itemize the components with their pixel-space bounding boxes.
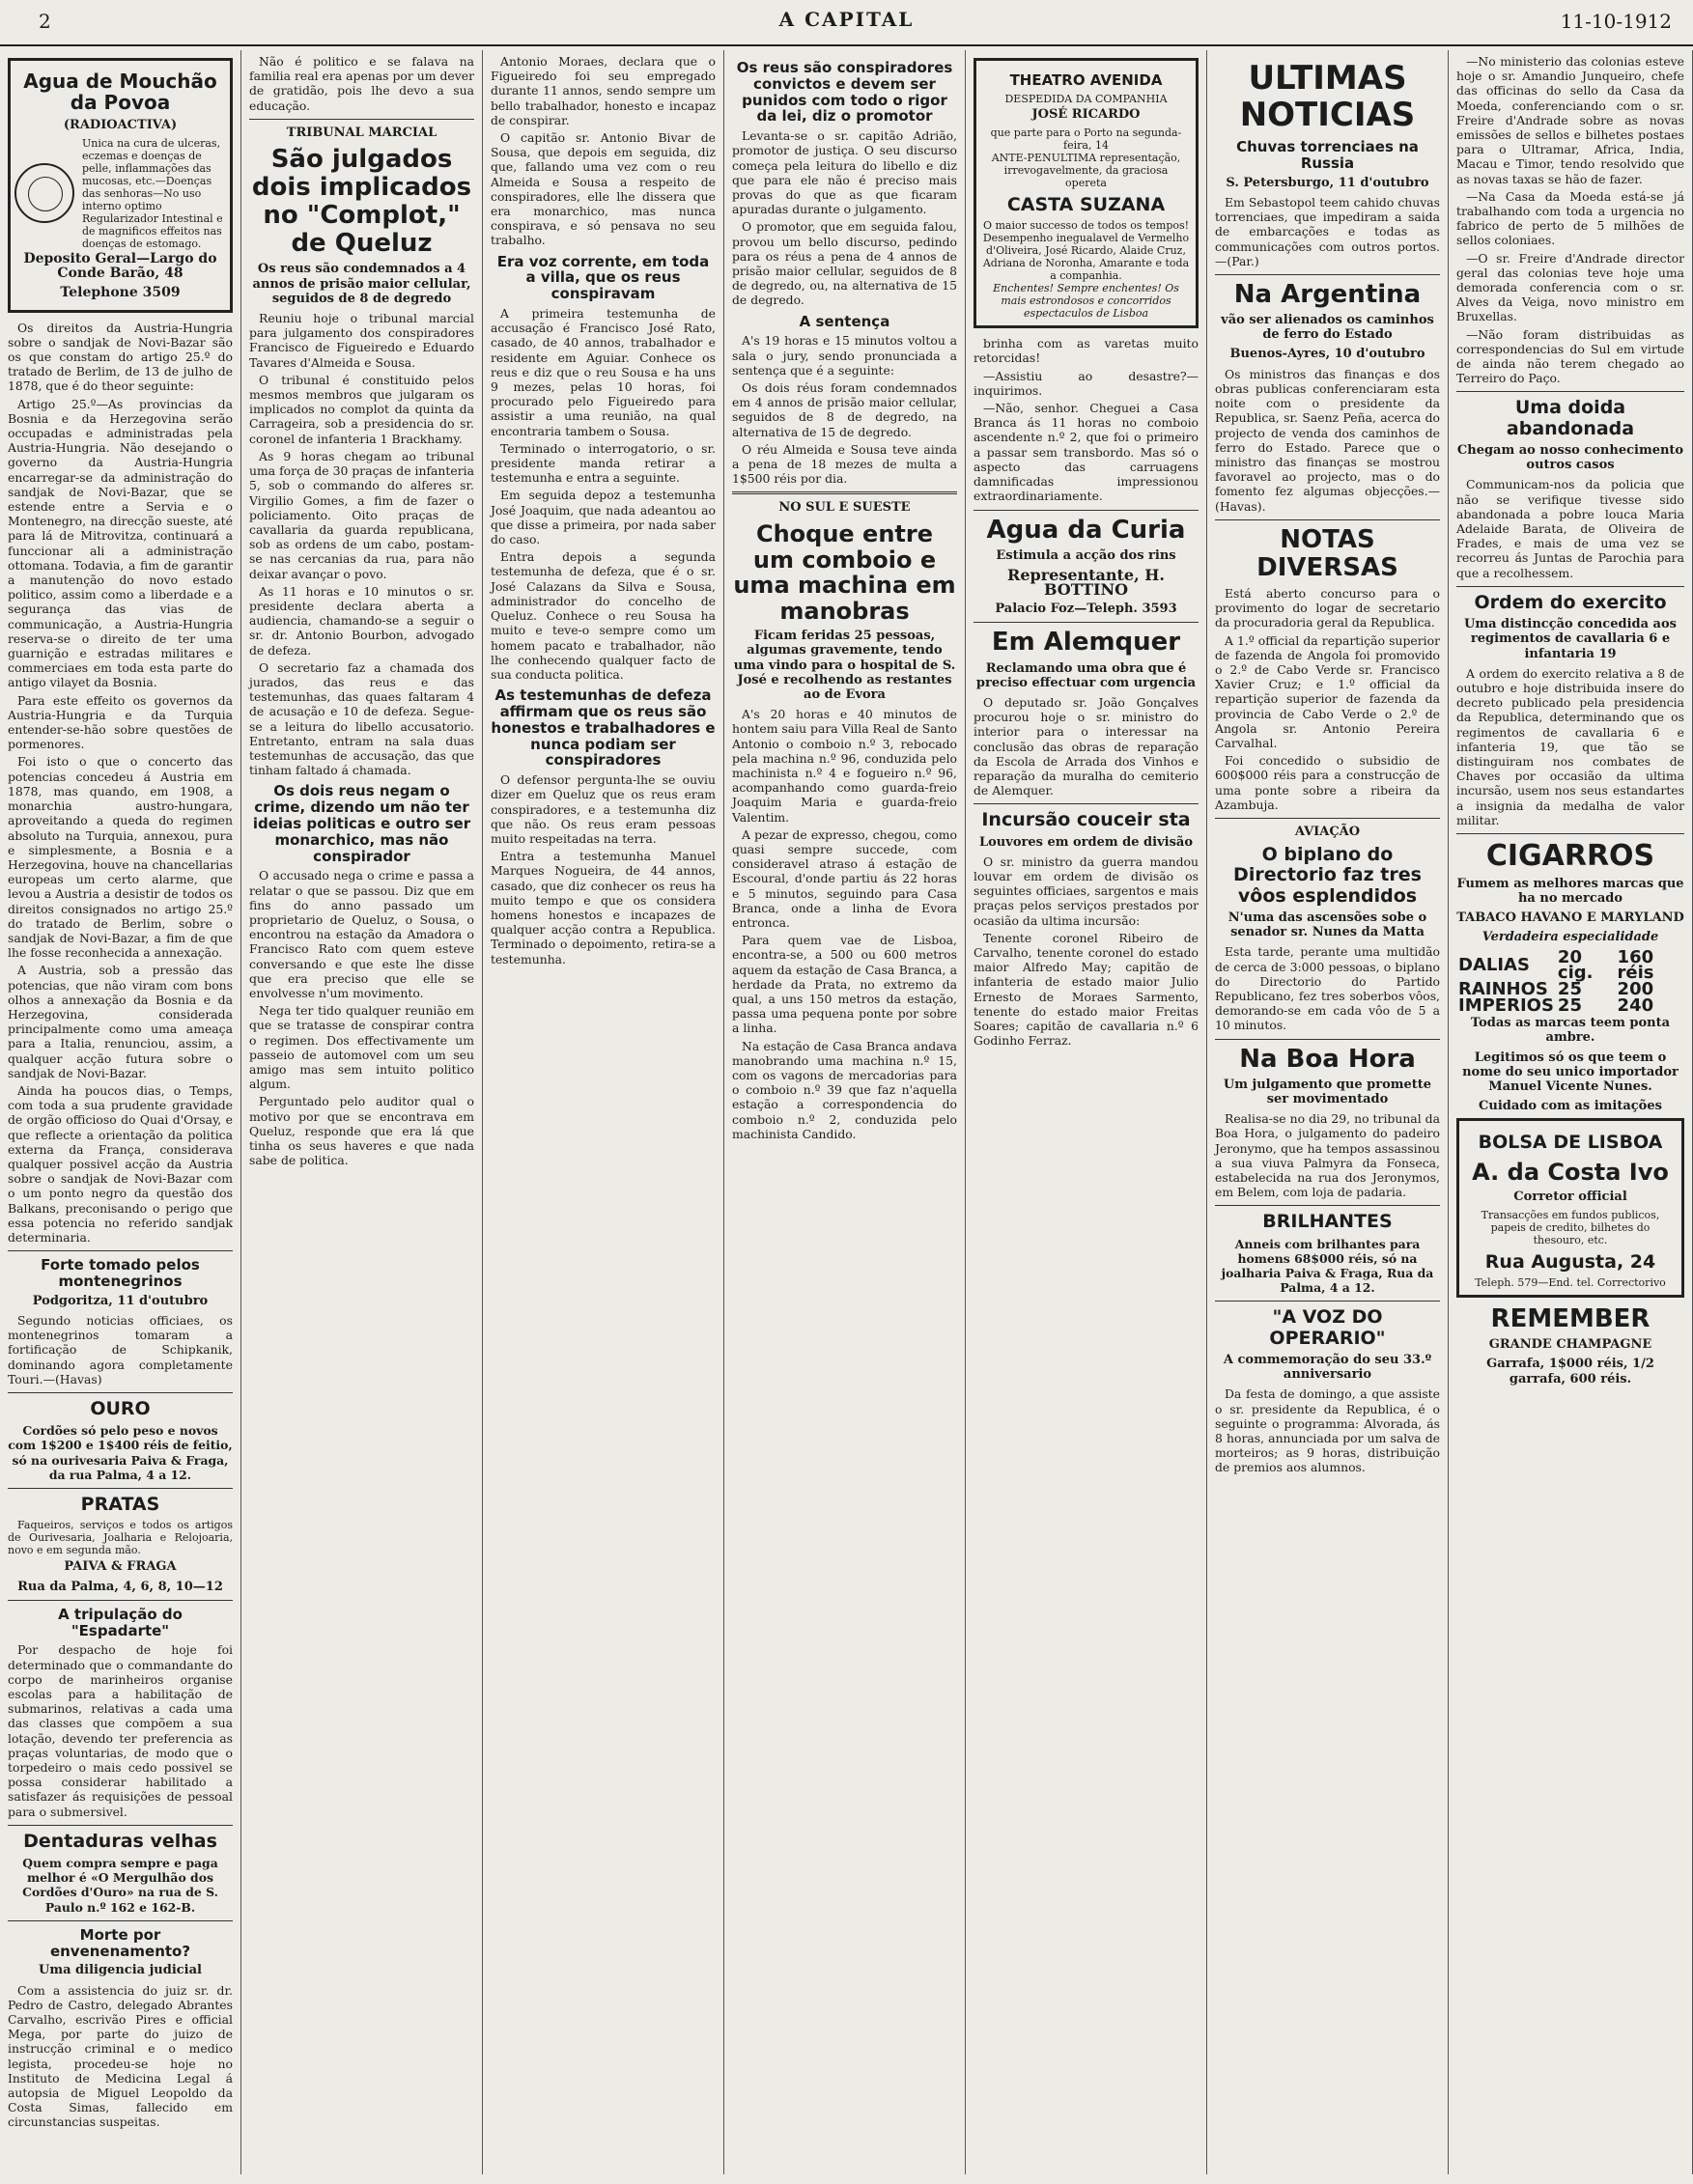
notas-headline: NOTAS DIVERSAS — [1256, 524, 1398, 582]
chuvas-text: Em Sebastopol teem cahido chuvas torrenciaes, que impediram a saida de embarcações e todas as communicações com outros portos.—(Par.) — [1215, 194, 1440, 268]
austria-paragraph-6: Ainda ha poucos dias, o Temps, com toda a sua prudente gravidade de orgão officioso do Quai d'Orsay, e que reflecte a orientação da politica externa da França, considerava qualquer possivel acção da Austria sobre o sandjak de Novi-Bazar com o um ponto negro da questão dos Balkans, preconisando o perigo que essa potencia no referido sandjak determinaria. — [8, 1082, 233, 1245]
brilhantes-text: Anneis com brilhantes para homens 68$000 réis, só na joalharia Paiva & Fraga, Rua da Palma, 4 a 12. — [1221, 1236, 1434, 1296]
bolsa-address: Rua Augusta, 24 — [1484, 1250, 1656, 1273]
pratas-address: Rua da Palma, 4, 6, 8, 10—12 — [17, 1579, 223, 1594]
incursao-headline: Incursão couceir sta — [981, 809, 1191, 831]
col4-paragraph-4: Os dois réus foram condemnados em 4 annos de prisão maior cellular, seguidos de 8 de degredo, na alternativa de 15 de degredo. — [732, 380, 957, 439]
theatre-ad — [973, 58, 1199, 328]
tripulacao-headline: A tripulação do "Espadarte" — [58, 1605, 183, 1639]
col3-paragraph-4: Em seguida depoz a testemunha José Joaquim, que nada adeantou ao que disse a primeira, por nada saber do caso. — [491, 488, 716, 547]
col5-paragraph-1: brinha com as varetas muito retorcidas! — [973, 336, 1199, 366]
col7-paragraph-1: —No ministerio das colonias esteve hoje o sr. Amandio Junqueiro, chefe das officinas do sello da Casa da Moeda, conferenciando com o sr. Freire d'Andrade sobre as novas emissões de sellos e bilhetes postaes para o Ultramar, Africa, India, Macau e Timor, tendo resolvido que as novas taxas se hão de fazer. — [1456, 54, 1684, 186]
boa-hora-subhead: Um julgamento que promette ser movimentado — [1223, 1077, 1432, 1106]
voz-operario-text: Da festa de domingo, a que assiste o sr. presidente da Republica, é o seguinte o programma: Alvorada, ás 8 horas, annunciada por um salva de morteiros; as 9 horas, distribuição de premios aos alumnos. — [1215, 1386, 1440, 1475]
voz-corrente-headline: Era voz corrente, em toda a villa, que os reus conspiravam — [496, 252, 710, 303]
biplano-text: Esta tarde, perante uma multidão de cerca de 3:000 pessoas, o biplano do Directorio do Partido Republicano, fez tres soberbos vôos, demorando-se em cada vôo de 5 a 10 minutos. — [1215, 944, 1440, 1033]
chuvas-headline: Chuvas torrenciaes na Russia — [1236, 138, 1419, 172]
alemquer-headline: Em Alemquer — [991, 628, 1181, 658]
col5-paragraph-4: O deputado sr. João Gonçalves procurou hoje o sr. ministro do interior para o interessar na conclusão das obras de reparação da Escola de Arrada dos Vinhos e reparação da muralha do cemiterio de Alemquer. — [973, 694, 1199, 798]
column-3 — [483, 50, 724, 2174]
divider — [1456, 586, 1684, 587]
queluz-paragraph-8: Perguntado pelo auditor qual o motivo por que se encontrava em Queluz, responde que era lá que tinha os seus haveres e que nada sabe de politica. — [249, 1094, 474, 1168]
col5-paragraph-6: Tenente coronel Ribeiro de Carvalho, tenente coronel do estado maior Alfredo May; capitão de infanteria de estado maior Julio Ernesto de Moraes Sarmento, tenente do estado maior Freitas Soares; capitão de cavallaria n.º 6 Godinho Ferraz. — [973, 930, 1199, 1049]
cig-price: 240 — [1617, 994, 1654, 1016]
cigarros-headline: CIGARROS — [1485, 838, 1655, 873]
theatre-show-title: CASTA SUZANA — [1006, 194, 1166, 215]
bolsa-text: Transacções em fundos publicos, papeis de credito, bilhetes do thesouro, etc. — [1481, 1208, 1660, 1246]
mouchao-ad — [8, 58, 233, 313]
ultimas-noticias-headline: ULTIMAS NOTICIAS — [1239, 59, 1416, 135]
alemquer-subhead: Reclamando uma obra que é preciso effectuar com urgencia — [975, 660, 1197, 690]
pratas-text: Faqueiros, serviços e todos os artigos de Ourivesaria, Joalharia e Relojoaria, novo e em segunda mão. — [8, 1519, 233, 1557]
cigarros-note: Verdadeira especialidade — [1481, 930, 1659, 945]
curia-address: Palacio Foz—Teleph. 3593 — [995, 602, 1177, 617]
cigarros-warning: Cuidado com as imitações — [1479, 1099, 1662, 1114]
col5-paragraph-2: —Assistiu ao desastre?—inquirimos. — [973, 368, 1199, 398]
voz-operario-headline: "A VOZ DO OPERARIO" — [1269, 1306, 1386, 1349]
queluz-paragraph-5: O secretario faz a chamada dos jurados, das reus e das testemunhas, das quaes faltaram 4 de acusação e 10 de defeza. Segue-se a leitura do libello accusatorio. Entretanto, entram na sala duas testemunhas de accusação, das que tinham faltado á chamada. — [249, 659, 474, 778]
austria-paragraph-2: Artigo 25.º—As provincias da Bosnia e da Herzegovina serão occupadas e administradas pela Austria-Hungria. Não desejando o governo da Austria-Hungria encarregar-se da administração do sandjak de Novi-Bazar, que se estende entre a Servia e o Montenegro, na direcção sueste, até para lá de Mitrovitza, continuará a funccionar ali a administração ottomana. Todavia, a fim de garantir a manutenção do novo estado politico, assim como a liberdade e a segurança das vias de communicação, a Austria-Hungria reserva-se o direito de ter uma guarnição e estradas militares e commerciaes em toda esta parte do antigo vilayet da Bosnia. — [8, 396, 233, 690]
col3-paragraph-0: Antonio Moraes, declara que o Figueiredo foi seu empregado durante 11 annos, sendo sempre um bello trabalhador, honesto e incapaz de conspirar. — [491, 54, 716, 127]
divider — [8, 1392, 233, 1393]
choque-headline: Choque entre um comboio e uma machina em manobras — [733, 519, 956, 626]
cigarros-after: Todas as marcas teem ponta ambre. — [1470, 1016, 1671, 1046]
newspaper-title: A CAPITAL — [778, 8, 915, 31]
dentaduras-text: Quem compra sempre e paga melhor é «O Mergulhão dos Cordões d'Ouro» na rua de S. Paulo n.º 162 e 162-B. — [22, 1856, 218, 1915]
col4-paragraph-1: Levanta-se o sr. capitão Adrião, promotor de justiça. O seu discurso começa pela leitura do libello e diz que para ele não é preciso mais provas do que as que ficaram apuradas durante o julgamento. — [732, 128, 957, 217]
doida-subhead: Chegam ao nosso conhecimento outros casos — [1456, 443, 1684, 473]
theatre-line-4: ANTE-PENULTIMA representação, irrevogavelmente, da graciosa opereta — [991, 152, 1181, 189]
tribunal-kicker: TRIBUNAL MARCIAL — [286, 125, 437, 140]
ordem-headline: Ordem do exercito — [1474, 591, 1667, 613]
cigarros-price-table — [1456, 949, 1684, 1014]
austria-paragraph-4: Foi isto o que o concerto das potencias concedeu á Austria em 1878, mas quando, em 1908, a monarchia austro-hungara, aproveitando a queda do regimen absoluto na Turquia, annexou, pura e simplesmente, a Bosnia e a Herzegovina, houve na chancellarias europeas um certo alarme, que levou a Austria a desistir de todos os direitos consignados no artigo 25.º do tratado de Berlim, sobre o sandjak de Novi-Bazar, a fim de que lhe fosse reconhecida a annexação. — [8, 754, 233, 961]
column-7 — [1449, 50, 1693, 2174]
col7-paragraph-3: —O sr. Freire d'Andrade director geral das colonias teve hoje uma demorada conferencia com o sr. Alves da Veiga, novo ministro em Bruxellas. — [1456, 250, 1684, 324]
theatre-name: THEATRO AVENIDA — [1009, 71, 1163, 89]
pratas-firm: PAIVA & FRAGA — [64, 1559, 177, 1575]
cig-brand-name: RAINHOS — [1458, 978, 1548, 999]
theatre-line-3: que parte para o Porto na segunda-feira, 14 — [990, 126, 1182, 152]
col5-paragraph-5: O sr. ministro da guerra mandou louvar em ordem de divisão os seguintes officiaes, sargentos e mais praças pelos serviços prestados por ocasião da ultima incursão: — [973, 854, 1199, 928]
morte-text: Com a assistencia do juiz sr. dr. Pedro de Castro, delegado Abrantes Carvalho, escrivão Pires e official Mega, por parte do juizo de instrucção criminal e o medico legista, procedeu-se hoje no Instituto de Medicina Legal á autopsia de Miguel Leopoldo da Costa Simas, fallecido em circunstancias suspeitas. — [8, 1982, 233, 2130]
mouchao-ad-text: Unica na cura de ulceras, eczemas e doenças de pelle, inflammações das mucosas, etc.—Doenças das senhoras—No uso interno optimo Regularizador Intestinal e de magnificos effeitos nas doenças de estomago. — [82, 136, 223, 250]
incursao-subhead: Louvores em ordem de divisão — [979, 834, 1193, 850]
col5-paragraph-3: —Não, senhor. Cheguei a Casa Branca ás 11 horas no comboio ascendente n.º 2, que foi o primeiro a passar sem transbordo. Mas só o aspecto das carruagens damnificadas impressionou extraordinariamente. — [973, 401, 1199, 504]
austria-paragraph-1: Os direitos da Austria-Hungria sobre o sandjak de Novi-Bazar são os que constam do artigo 25.º do tratado de Berlim, de 13 de julho de 1878, que é do theor seguinte: — [8, 320, 233, 394]
voz-operario-subhead: A commemoração do seu 33.º anniversario — [1223, 1352, 1432, 1383]
table-row — [1456, 949, 1684, 980]
doida-text: Communicam-nos da policia que não se verifique tivesse sido abandonada a pobre louca Maria Adelaide Barata, de Oliveira de Frades, e mais de uma vez se recorreu ás Juntas de Parochia para que a recolhessem. — [1456, 477, 1684, 580]
curia-subhead: Estimula a acção dos rins — [996, 547, 1176, 563]
queluz-paragraph-2: O tribunal é constituido pelos mesmos membros que julgaram os implicados no complot da quinta da Carrageira, sob a presidencia do sr. coronel de infanteria 1 Brackhamy. — [249, 372, 474, 446]
aviacao-kicker: AVIAÇÃO — [1294, 824, 1361, 839]
divider — [1215, 1039, 1440, 1040]
queluz-headline: São julgados dois implicados no "Complot," de Queluz — [251, 145, 472, 259]
col3-paragraph-5: Entra depois a segunda testemunha de defeza, que é o sr. José Calazans da Silva e Sousa, administrador do concelho de Queluz. Conhece o reu Sousa ha muito e teve-o sempre como um homem pacato e trabalhador, não lhe conhecendo qualquer facto de sua conducta politica. — [491, 549, 716, 682]
forte-text: Segundo noticias officiaes, os montenegrinos tomaram a fortificação de Schipkanik, dominando agora completamente Touri.—(Havas) — [8, 1312, 233, 1386]
col2-lead: Não é politico e se falava na familia real era apenas por um dever de gratidão, pois lhe devo a sua educação. — [249, 54, 474, 113]
promotor-headline: Os reus são conspiradores convictos e devem ser punidos com todo o rigor da lei, diz o promotor — [736, 59, 953, 126]
notas-text-2: A 1.º official da repartição superior de fazenda de Angola foi promovido o 2.º de Cabo Verde sr. Francisco Xavier Cruz; e 1.º official da repartição superior de fazenda da provincia de Cabo Verde o 2.º de Angola sr. Antonio Pereira Carvalhal. — [1215, 632, 1440, 750]
column-4 — [724, 50, 966, 2174]
cigarros-legit: Legitimos só os que teem o nome do seu unico importador Manuel Vicente Nunes. — [1462, 1050, 1679, 1094]
col4-paragraph-7: A pezar de expresso, chegou, como quasi sempre succede, com consideravel atraso á estação de Escoural, d'onde partiu ás 22 horas e 5 minutos, seguindo para Casa Branca, onde a linha de Evora entronca. — [732, 826, 957, 931]
choque-subhead: Ficam feridas 25 pessoas, algumas gravemente, tendo uma vindo para o hospital de S. José e recolhendo as restantes ao de Evora — [733, 629, 956, 702]
divider — [973, 622, 1199, 623]
curia-representative: Representante, H. BOTTINO — [1007, 565, 1165, 600]
col3-paragraph-3: Terminado o interrogatorio, o sr. presidente manda retirar a testemunha e entra a seguinte. — [491, 440, 716, 486]
bolsa-name: A. da Costa Ivo — [1472, 1158, 1669, 1186]
col4-paragraph-3: A's 19 horas e 15 minutos voltou a sala o jury, sendo pronunciada a sentença que é a seguinte: — [732, 333, 957, 378]
theatre-line-1: DESPEDIDA DA COMPANHIA — [1004, 92, 1168, 105]
mouchao-ad-phone: Telephone 3509 — [60, 285, 181, 301]
sentenca-headline: A sentença — [799, 312, 890, 330]
remember-headline: REMEMBER — [1490, 1303, 1651, 1333]
cig-price: 200 — [1617, 978, 1654, 999]
doida-headline: Uma doida abandonada — [1506, 397, 1635, 439]
divider — [1215, 274, 1440, 275]
theatre-line-5: O maior successo de todos os tempos! Desempenho inegualavel de Vermelho d'Oliveira, José Ricardo, Alaide Cruz, Adriana de Noronha, Amarante e toda a companhia. — [982, 219, 1190, 283]
argentina-dateline: Buenos-Ayres, 10 d'outubro — [1229, 347, 1425, 362]
cig-count: 20 cig. — [1557, 947, 1594, 983]
col7-paragraph-4: —Não foram distribuidas as correspondencias do Sul em virtude de ainda não terem chegado ao Terreiro do Paço. — [1456, 326, 1684, 386]
mouchao-seal-icon — [14, 163, 74, 223]
mouchao-ad-depot: Deposito Geral—Largo do Conde Barão, 48 — [23, 250, 217, 282]
col4-paragraph-6: A's 20 horas e 40 minutos de hontem saiu para Villa Real de Santo Antonio o comboio n.º 3, rebocado pela machina n.º 96, conduzida pelo machinista n.º 4 e fogueiro n.º 96, acompanhando como guarda-freio Joaquim Maria e guarda-freio Valentim. — [732, 707, 958, 825]
theatre-line-2: JOSÉ RICARDO — [1031, 106, 1141, 122]
mouchao-ad-title: Agua de Mouchão da Povoa — [23, 70, 217, 115]
divider — [1215, 519, 1440, 520]
austria-paragraph-3: Para este effeito os governos da Austria-Hungria e da Turquia entender-se-hão sobre questões de pormenores. — [8, 692, 233, 752]
ordem-text: A ordem do exercito relativa a 8 de outubro e hoje distribuida insere do decreto publicado pela presidencia da Republica, determinando que os regimentos de cavallaria 6 e infanteria 19, que tão se distinguiram nos combates de Chaves por occasião da ultima incursão, usem nos seus estandartes a insignia da medalha de valor militar. — [1456, 665, 1684, 827]
forte-dateline: Podgoritza, 11 d'outubro — [32, 1293, 209, 1308]
col3-paragraph-7: Entra a testemunha Manuel Marques Nogueira, de 44 annos, casado, que diz conhecer os reus ha muito tempo e que os considera homens honestos e incapazes de qualquer acção contra a Republica. Terminado o depoimento, retira-se a testemunha. — [491, 849, 716, 966]
pratas-headline: PRATAS — [80, 1494, 160, 1516]
notas-text-3: Foi concedido o subsidio de 600$000 réis para a construcção de uma ponte sobre a ribeira da Azambuja. — [1215, 753, 1440, 812]
column-6 — [1207, 50, 1449, 2174]
queluz-paragraph-1: Reuniu hoje o tribunal marcial para julgamento dos conspiradores Francisco de Figueiredo e Eduardo Tavares d'Almeida e Sousa. — [249, 311, 474, 370]
divider — [1456, 391, 1684, 392]
remember-price: Garrafa, 1$000 réis, 1/2 garrafa, 600 réis. — [1486, 1357, 1654, 1386]
bolsa-phone: Teleph. 579—End. tel. Correctorivo — [1475, 1275, 1666, 1289]
divider — [249, 119, 474, 120]
col3-paragraph-2: A primeira testemunha de accusação é Francisco José Rato, casado, de 40 annos, trabalhador e residente em Aguiar. Conhece os reus e diz que o reu Sousa e ha uns 9 mezes, pelas 10 horas, foi procurado pelo Figueiredo para assistir a uma reunião, na qual encontraria tambem o Sousa. — [491, 306, 716, 438]
biplano-headline: O biplano do Directorio faz tres vôos esplendidos — [1233, 844, 1422, 907]
column-2 — [241, 50, 483, 2174]
bolsa-ad — [1456, 1118, 1684, 1298]
bolsa-title: BOLSA DE LISBOA — [1478, 1132, 1663, 1154]
remember-subhead: GRANDE CHAMPAGNE — [1488, 1337, 1652, 1353]
col3-paragraph-6: O defensor pergunta-lhe se ouviu dizer em Queluz que os reus eram conspiradores, e a testemunha diz que não. Os reus eram pessoas muito respeitadas na terra. — [491, 772, 716, 846]
reus-headline: Os dois reus negam o crime, dizendo um não ter ideias politicas e outro ser monarchico, mas não conspirador — [252, 782, 471, 865]
theatre-line-6: Enchentes! Sempre enchentes! Os mais estrondosos e concorridos espectaculos de Lisboa — [993, 282, 1179, 321]
cig-count: 25 — [1557, 994, 1582, 1016]
chuvas-dateline: S. Petersburgo, 11 d'outubro — [1226, 175, 1429, 190]
cig-brand-name: IMPERIOS — [1458, 994, 1554, 1016]
col4-paragraph-9: Na estação de Casa Branca andava manobrando uma machina n.º 15, com os vagons de mercadorias para o comboio n.º 39 que faz n'aquella estação a correspondencia do comboio n.º 2, conduzida pelo machinista Candido. — [732, 1038, 957, 1141]
cigarros-brand: TABACO HAVANO E MARYLAND — [1456, 910, 1684, 925]
queluz-paragraph-7: Nega ter tido qualquer reunião em que se tratasse de conspirar contra o regimen. Dos effectivamente um passeio de automovel com um seu amigo mas sem intuito politico algum. — [249, 1003, 474, 1092]
col4-paragraph-5: O réu Almeida e Sousa teve ainda a pena de 18 mezes de multa a 1$500 réis por dia. — [732, 441, 957, 487]
curia-headline: Agua da Curia — [986, 515, 1186, 545]
divider — [1215, 1205, 1440, 1206]
divider — [8, 1488, 233, 1489]
divider — [973, 510, 1199, 511]
col7-paragraph-2: —Na Casa da Moeda está-se já trabalhando com toda a urgencia no fabrico de perto de 5 milhões de sellos coloniaes. — [1456, 188, 1684, 248]
mouchao-ad-subtitle: (RADIOACTIVA) — [63, 117, 178, 132]
divider — [8, 1825, 233, 1826]
column-5 — [966, 50, 1207, 2174]
biplano-subhead: N'uma das ascensões sobe o senador sr. Nunes da Matta — [1227, 910, 1427, 940]
argentina-text: Os ministros das finanças e dos obras publicas conferenciaram esta noite com o presidente da Republica, sr. Saenz Peña, acerca do projecto de venda dos caminhos de ferro do Estado. Parece que o ministro das finanças se mostrou favoravel ao projecto, mas o do fomento fez algumas objecções.—(Havas). — [1215, 366, 1440, 514]
divider — [8, 1920, 233, 1921]
divider — [732, 491, 957, 494]
cig-price: 160 réis — [1617, 947, 1654, 983]
divider — [8, 1250, 233, 1251]
morte-subhead: Uma diligencia judicial — [39, 1963, 202, 1978]
masthead — [0, 0, 1693, 46]
queluz-paragraph-6: O accusado nega o crime e passa a relatar o que se passou. Diz que em fins do anno passado um proprietario de Queluz, o Sousa, o encontrou na estação da Amadora o Francisco Rato com quem esteve conversando e que este lhe disse que era preciso que elle se envolvesse n'um movimento. — [249, 868, 474, 1000]
queluz-paragraph-4: As 11 horas e 10 minutos o sr. presidente declara aberta a audiencia, chamando-se a seguir o sr. dr. Antonio Bourbon, advogado de defeza. — [249, 583, 474, 658]
boa-hora-text: Realisa-se no dia 29, no tribunal da Boa Hora, o julgamento do padeiro Jeronymo, que ha tempos assassinou a sua viuva Palmyra da Fonseca, estabelecida na rua dos Jeronymos, em Belem, com loja de padaria. — [1215, 1111, 1440, 1200]
cigarros-subhead: Fumem as melhores marcas que ha no mercado — [1456, 876, 1684, 906]
col4-paragraph-8: Para quem vae de Lisboa, encontra-se, a 500 ou 600 metros aquem da estação de Casa Branca, a herdade da Prata, no extremo da qual, a uns 150 metros da estação, passa uma pequena ponte por sobre a linha. — [732, 933, 957, 1036]
ouro-text: Cordões só pelo peso e novos com 1$200 e 1$400 réis de feitio, só na ourivesaria Paiva & Fraga, da rua Palma, 4 a 12. — [8, 1423, 233, 1482]
brilhantes-headline: BRILHANTES — [1262, 1211, 1393, 1233]
issue-date: 11-10-1912 — [1560, 10, 1672, 33]
col3-paragraph-1: O capitão sr. Antonio Bivar de Sousa, que depois em seguida, diz que, fallando uma vez com o reu Almeida e Sousa a respeito de conspiradores, elle lhe dissera que era monarchico, mas nunca conspirava, e só pensava no seu trabalho. — [491, 130, 716, 248]
divider — [1215, 818, 1440, 819]
ouro-headline: OURO — [90, 1398, 151, 1419]
dentaduras-headline: Dentaduras velhas — [23, 1830, 217, 1852]
sul-kicker: NO SUL E SUESTE — [778, 500, 911, 516]
boa-hora-headline: Na Boa Hora — [1239, 1044, 1416, 1074]
divider — [973, 803, 1199, 804]
tripulacao-text: Por despacho de hoje foi determinado que o commandante do corpo de marinheiros organise escolas para a habilitação de submarinos, relativas a cada uma das classes que compõem a sua lotação, devendo ter preferencia as praças voluntarias, de modo que o torpedeiro o mais cedo possivel se possa considerar habilitado a satisfazer ás requisições de pessoal para o submersivel. — [8, 1642, 233, 1819]
page-number: 2 — [39, 10, 51, 33]
col4-paragraph-2: O promotor, que em seguida falou, provou um bello discurso, pedindo para os réus a pena de 4 annos de prisão maior cellular, seguidos de 8 de degredo, ou, na alternativa de 15 de degredo. — [732, 219, 957, 308]
austria-paragraph-5: A Austria, sob a pressão das potencias, que não viram com bons olhos a annexação da Bosnia e da Herzegovina, considerada principalmente como uma ameaça para a Italia, renunciou, assim, a qualquer acção futura sobre o sandjak de Novi-Bazar. — [8, 963, 233, 1080]
divider — [1456, 833, 1684, 834]
morte-headline: Morte por envenenamento? — [49, 1925, 191, 1960]
column-1 — [0, 50, 241, 2174]
argentina-subhead: vão ser alienados os caminhos de ferro do Estado — [1221, 313, 1434, 343]
cig-brand-name: DALIAS — [1458, 954, 1530, 975]
table-row — [1456, 997, 1684, 1014]
ordem-subhead: Uma distincção concedida aos regimentos de cavallaria 6 e infantaria 19 — [1464, 617, 1677, 661]
forte-headline: Forte tomado pelos montenegrinos — [41, 1256, 200, 1290]
queluz-paragraph-3: As 9 horas chegam ao tribunal uma força de 30 praças de infanteria 5, sob o commando do alferes sr. Virgilio Gomes, a fim de fazer o policiamento. Oito praças de cavallaria da guarda republicana, sob as ordens de um cabo, postam-se nas cercanias da rua, para não deixar avançar o povo. — [249, 448, 474, 581]
argentina-headline: Na Argentina — [1233, 279, 1422, 309]
notas-text-1: Está aberto concurso para o provimento do logar de secretario da procuradoria geral da Republica. — [1215, 585, 1440, 630]
defeza-headline: As testemunhas de defeza affirmam que os reus são honestos e trabalhadores e nunca podiam ser conspiradores — [491, 686, 716, 770]
cig-count: 25 — [1557, 978, 1582, 999]
divider — [8, 1600, 233, 1601]
queluz-subhead: Os reus são condemnados a 4 annos de prisão maior cellular, seguidos de 8 de degredo — [252, 262, 471, 306]
divider — [1215, 1301, 1440, 1302]
bolsa-role: Corretor official — [1513, 1189, 1627, 1204]
